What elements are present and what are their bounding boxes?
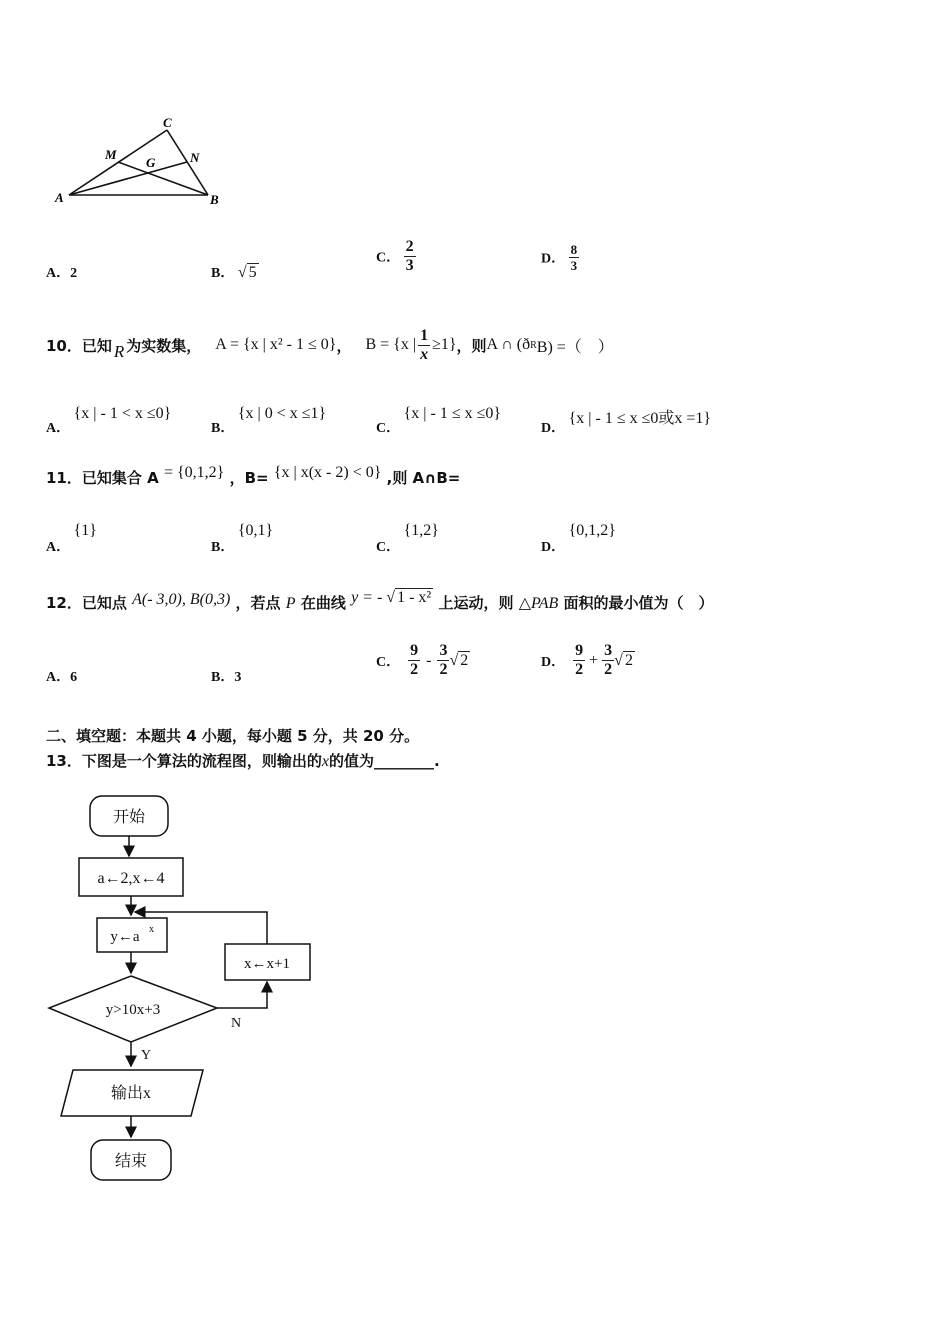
q11-option-c: C． {1,2}: [376, 522, 439, 555]
q10-option-a: A． {x | - 1 < x ≤0}: [46, 405, 172, 436]
q10-option-b: B． {x | 0 < x ≤1}: [211, 405, 327, 436]
flowchart: [45, 790, 335, 1190]
arrow-loop-back: [135, 912, 267, 944]
q12-option-b: B．3: [211, 670, 242, 685]
end-label: 结束: [114, 1153, 148, 1170]
q10-option-c: C． {x | - 1 ≤ x ≤0}: [376, 405, 502, 436]
triangle-figure: [45, 110, 235, 215]
question-13: 13．下图是一个算法的流程图，则输出的x的值为________.: [46, 752, 440, 770]
label-c: C: [163, 115, 172, 130]
question-12: 12．已知点 A(- 3,0), B(0,3) ，若点 P 在曲线 y = - √ 1 - x² 上运动，则 △PAB 面积的最小值为（ ）: [46, 589, 714, 612]
yes-label: Y: [141, 1048, 152, 1063]
increment-label: x←x+1: [244, 956, 290, 972]
label-a: A: [55, 190, 64, 205]
q9-option-a: A．2: [46, 266, 78, 281]
q11-option-d: D． {0,1,2}: [541, 522, 616, 555]
label-n: N: [190, 150, 200, 165]
q11-option-b: B． {0,1}: [211, 522, 274, 555]
side-bc: [167, 130, 208, 195]
arrow-no-branch: [217, 982, 267, 1008]
q10-option-d: D． {x | - 1 ≤ x ≤0或x =1}: [541, 410, 712, 436]
q11-option-a: A． {1}: [46, 522, 97, 555]
q9-option-b: B． √ 5: [211, 264, 257, 281]
label-g: G: [146, 155, 156, 170]
q12-option-a: A．6: [46, 670, 78, 685]
label-m: M: [105, 147, 117, 162]
section-2-heading: 二、填空题：本题共 4 小题，每小题 5 分，共 20 分。: [46, 727, 420, 745]
question-11: 11．已知集合 A = {0,1,2} ，B= {x | x(x - 2) < 0} ,则 A∩B=: [46, 464, 461, 487]
condition-label: y>10x+3: [105, 1002, 161, 1018]
q9-option-c: C． $\frac{2}{3}$: [376, 238, 414, 274]
question-10: 10． 已知 R 为实数集， A = {x | x² - 1 ≤ 0} ， B = {x | $\frac{1}{x}$ ≥1} ，则 A ∩ (ð R B) =（ ）: [46, 326, 614, 363]
median-an: [69, 162, 187, 195]
no-label: N: [231, 1016, 242, 1031]
output-label: 输出x: [110, 1085, 152, 1102]
q9-option-d: D． $\frac{8}{3}$: [541, 242, 578, 273]
init-label: a←2,x←4: [97, 870, 165, 887]
label-b: B: [210, 192, 219, 207]
assign-label: y←a: [110, 929, 140, 945]
q12-option-c: C． $\frac{9}{2}$ - $\frac{3}{2}$ √ 2: [376, 642, 469, 678]
start-label: 开始: [112, 809, 146, 826]
median-bm: [118, 162, 208, 195]
assign-superscript: x: [149, 924, 154, 935]
q12-option-d: D． $\frac{9}{2}$ + $\frac{3}{2}$ √ 2: [541, 642, 633, 678]
